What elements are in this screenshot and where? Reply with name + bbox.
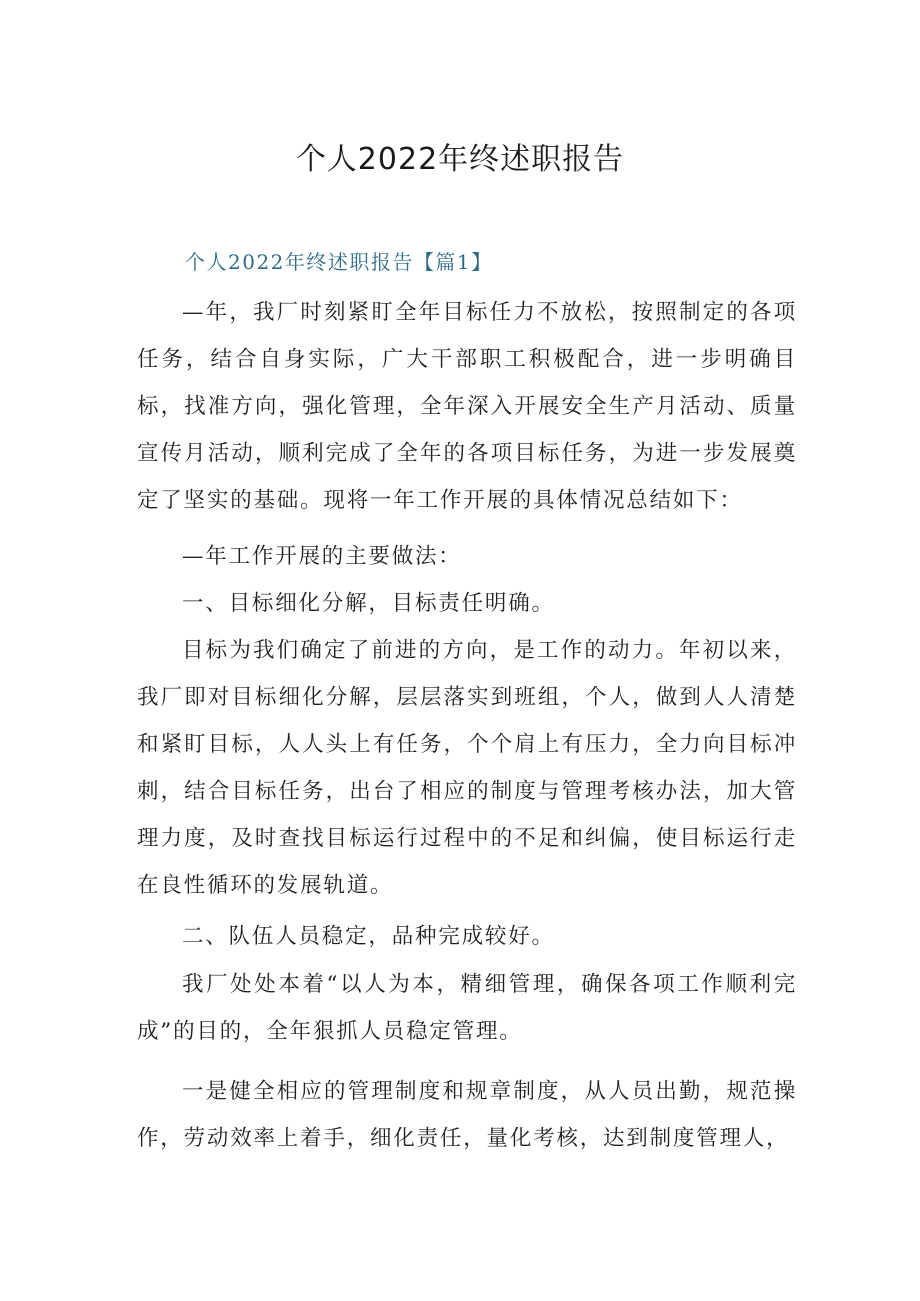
paragraph-text: 目标为我们确定了前进的方向，是工作的动力。年初以来，我厂即对目标细化分解，层层落实到班组，个人，做到人人清楚和紧盯目标，人人头上有任务，个个肩上有压力，全力向目标冲刺，结合目标任务，出台了相应的制度与管理考核办法，加大管理力度，及时查找目标运行过程中的不足和纠偏，使目标运行走在良性循环的发展轨道。 [137, 638, 797, 898]
section-heading: 个人2022年终述职报告【篇1】 [185, 250, 493, 274]
paragraph-people-oriented [137, 961, 797, 1055]
subheading-team-stability [137, 913, 797, 960]
paragraph-text: —年，我厂时刻紧盯全年目标任力不放松，按照制定的各项任务，结合自身实际，广大干部职工积极配合，进一步明确目标，找准方向，强化管理，全年深入开展安全生产月活动、质量宣传月活动，顺利完成了全年的各项目标任务，为进一步发展奠定了坚实的基础。现将一年工作开展的具体情况总结如下： [137, 300, 797, 513]
paragraph-target-detail [137, 627, 797, 909]
paragraph-intro [137, 289, 797, 524]
paragraph-management-system [137, 1068, 797, 1162]
paragraph-text: 一、目标细化分解，目标责任明确。 [182, 591, 555, 616]
paragraph-text: 二、队伍人员稳定，品种完成较好。 [182, 924, 555, 949]
paragraph-text: 一是健全相应的管理制度和规章制度，从人员出勤，规范操作，劳动效率上着手，细化责任，量化考核，达到制度管理人， [137, 1079, 797, 1151]
document-title: 个人2022年终述职报告 [295, 142, 625, 177]
paragraph-text: 我厂处处本着“以人为本，精细管理，确保各项工作顺利完成”的目的，全年狠抓人员稳定管理。 [137, 972, 797, 1044]
subheading-target-breakdown [137, 580, 797, 627]
paragraph-main-practices [137, 533, 797, 580]
paragraph-text: —年工作开展的主要做法： [182, 544, 462, 569]
